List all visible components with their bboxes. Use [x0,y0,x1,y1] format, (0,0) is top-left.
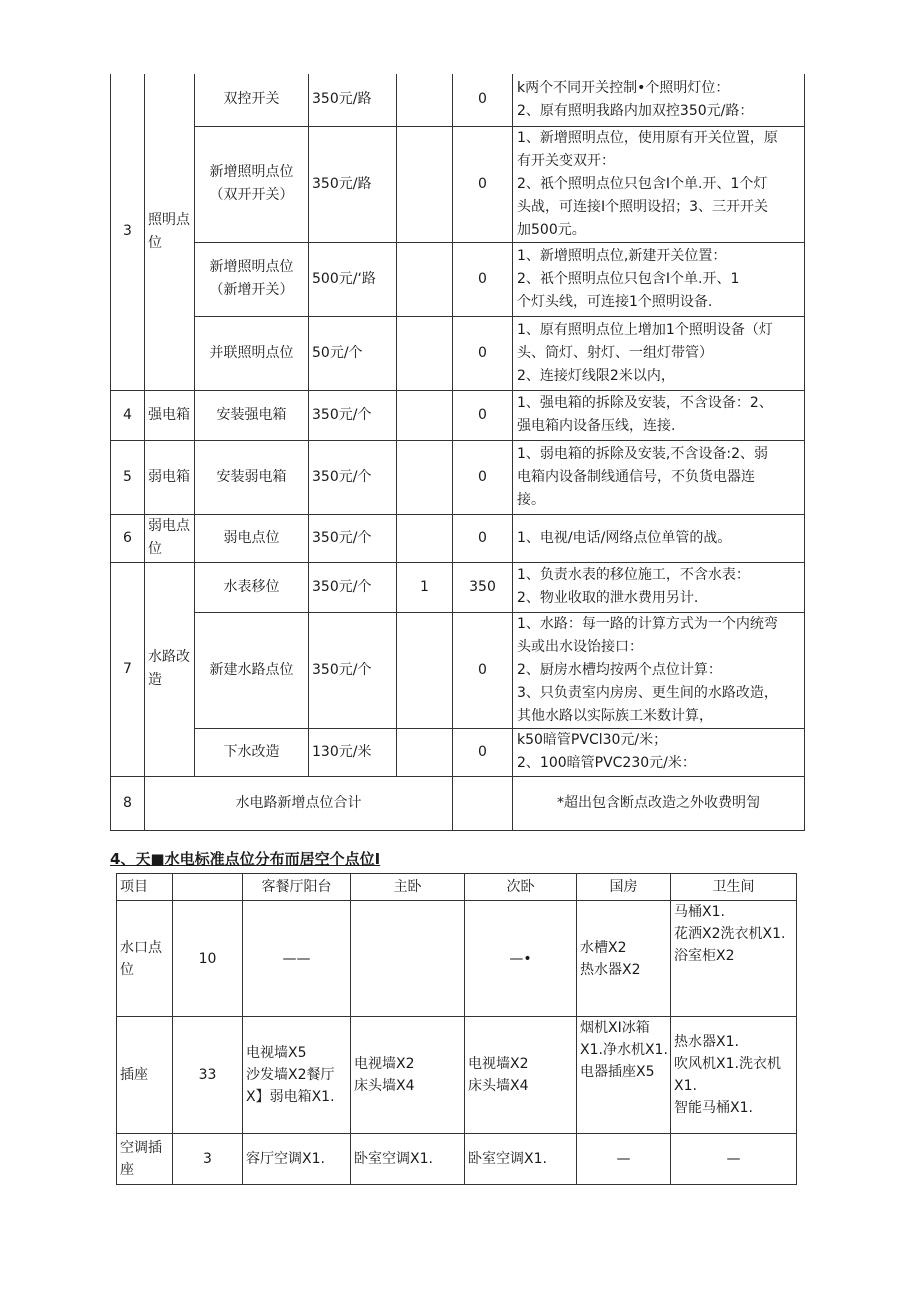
price-cell: 350元/个 [309,390,397,440]
notes-cell: 1、新增照明点位，使用原有开关位置，原 有开关变双开： 2、祇个照明点位只包含I个单.开、1个灯 头战，可连接I个照明设招；3、三开开关 加500元。 [513,126,805,242]
outlet-distribution-table [116,873,797,1185]
header-cell: 主卧 [351,874,465,901]
table-row [117,1134,797,1185]
item-cell: 下水改造 [195,728,309,776]
living-cell: —— [243,901,351,1017]
qty-cell [397,126,453,242]
price-cell: 500元/‘路 [309,242,397,316]
total-row [111,776,805,830]
header-cell: 客餐厅阳台 [243,874,351,901]
amount-cell: 0 [453,514,513,562]
fee-table [110,74,805,831]
table-row [111,562,805,612]
category-cell: 弱电点位 [145,514,195,562]
bathroom-cell: — [671,1134,797,1185]
notes-cell: 1、电视/电话/网络点位单管的战。 [513,514,805,562]
second-bedroom-cell: 卧室空调X1. [465,1134,577,1185]
item-cell: 弱电点位 [195,514,309,562]
table-row [111,74,805,126]
bathroom-cell: 热水器X1. 吹风机X1.洗衣机 X1. 智能马桶X1. [671,1017,797,1134]
second-bedroom-cell: —• [465,901,577,1017]
price-cell: 350元/路 [309,74,397,126]
item-cell: 水表移位 [195,562,309,612]
amount-cell: 350 [453,562,513,612]
notes-cell: k50暗管PVCl30元/米； 2、100暗管PVC230元/米： [513,728,805,776]
price-cell: 350元/个 [309,440,397,514]
item-cell: 插座 [117,1017,173,1134]
item-cell: 并联照明点位 [195,316,309,390]
price-cell: 130元/米 [309,728,397,776]
amount-cell: 0 [453,74,513,126]
price-cell: 350元/个 [309,612,397,728]
count-cell: 10 [173,901,243,1017]
header-cell [173,874,243,901]
table-row [111,390,805,440]
item-cell: 水口点位 [117,901,173,1017]
category-cell: 弱电箱 [145,440,195,514]
total-label: 水电路新增点位合计 [145,776,453,830]
item-cell: 新增照明点位（新增开关） [195,242,309,316]
table-row [111,514,805,562]
header-row [117,874,797,901]
category-cell: 照明点位 [145,74,195,390]
row-number: 5 [111,440,145,514]
master-bedroom-cell [351,901,465,1017]
table-row [117,901,797,1017]
notes-cell: 1、强电箱的拆除及安装，不含设备：2、 强电箱内设备压线，连接. [513,390,805,440]
price-cell: 350元/个 [309,514,397,562]
count-cell: 3 [173,1134,243,1185]
living-cell: 电视墙X5 沙发墙X2餐厅 X】弱电箱X1. [243,1017,351,1134]
header-cell: 国房 [577,874,671,901]
qty-cell [397,390,453,440]
item-cell: 安装弱电箱 [195,440,309,514]
amount-cell: 0 [453,612,513,728]
qty-cell [397,316,453,390]
amount-cell: 0 [453,242,513,316]
item-cell: 安装强电箱 [195,390,309,440]
qty-cell [397,242,453,316]
category-cell: 强电箱 [145,390,195,440]
row-number: 6 [111,514,145,562]
price-cell: 50元/个 [309,316,397,390]
qty-cell [397,514,453,562]
header-cell: 次卧 [465,874,577,901]
living-cell: 容厅空调X1. [243,1134,351,1185]
notes-cell: 1、新增照明点位,新建开关位置： 2、祇个照明点位只包含I个单.开、1 个灯头线，可连接1个照明设备. [513,242,805,316]
notes-cell: 1、水路：每一路的计算方式为一个内统弯 头或出水设饴接口： 2、厨房水槽均按两个点位计算： 3、只负责室内房房、更生间的水路改造， 其他水路以实际族工米数计算， [513,612,805,728]
row-number: 8 [111,776,145,830]
amount-cell: 0 [453,390,513,440]
notes-cell: k两个不同开关控制•个照明灯位： 2、原有照明我路内加双控350元/路： [513,74,805,126]
table-row [111,440,805,514]
price-cell: 350元/个 [309,562,397,612]
row-number: 4 [111,390,145,440]
table-row [111,126,805,242]
notes-cell: 1、原有照明点位上增加1个照明设备（灯 头、筒灯、射灯、一组灯带管） 2、连接灯线限2米以内， [513,316,805,390]
amount-cell: 0 [453,126,513,242]
section-heading: 4、天■水电标准点位分布而居空个点位I [110,850,381,868]
count-cell: 33 [173,1017,243,1134]
kitchen-cell: 烟机XI冰箱 X1.净水机X1. 电器插座X5 [577,1017,671,1134]
price-cell: 350元/路 [309,126,397,242]
header-cell: 项目 [117,874,173,901]
qty-cell [397,440,453,514]
table-row [111,316,805,390]
qty-cell [397,612,453,728]
header-cell: 卫生间 [671,874,797,901]
row-number: 3 [111,74,145,390]
bathroom-cell: 马桶X1. 花洒X2洗衣机X1. 浴室柜X2 [671,901,797,1017]
item-cell: 新建水路点位 [195,612,309,728]
amount-cell: 0 [453,316,513,390]
item-cell: 空调插座 [117,1134,173,1185]
table-row [111,728,805,776]
master-bedroom-cell: 电视墙X2 床头墙X4 [351,1017,465,1134]
qty-cell [397,728,453,776]
master-bedroom-cell: 卧室空调X1. [351,1134,465,1185]
table-row [111,612,805,728]
total-note: *超出包含断点改造之外收费明訇 [513,776,805,830]
kitchen-cell: 水槽X2 热水器X2 [577,901,671,1017]
qty-cell [397,74,453,126]
item-cell: 双控开关 [195,74,309,126]
total-amount [453,776,513,830]
kitchen-cell: — [577,1134,671,1185]
notes-cell: 1、负责水表的移位施工，不含水表： 2、物业收取的泄水费用另计. [513,562,805,612]
table-row [117,1017,797,1134]
notes-cell: 1、弱电箱的拆除及安装,不含设备:2、弱 电箱内设备制线通信号，不负货电器连 接。 [513,440,805,514]
row-number: 7 [111,562,145,776]
table-row [111,242,805,316]
item-cell: 新增照明点位（双开开关） [195,126,309,242]
qty-cell: 1 [397,562,453,612]
amount-cell: 0 [453,440,513,514]
amount-cell: 0 [453,728,513,776]
category-cell: 水路改造 [145,562,195,776]
second-bedroom-cell: 电视墙X2 床头墙X4 [465,1017,577,1134]
